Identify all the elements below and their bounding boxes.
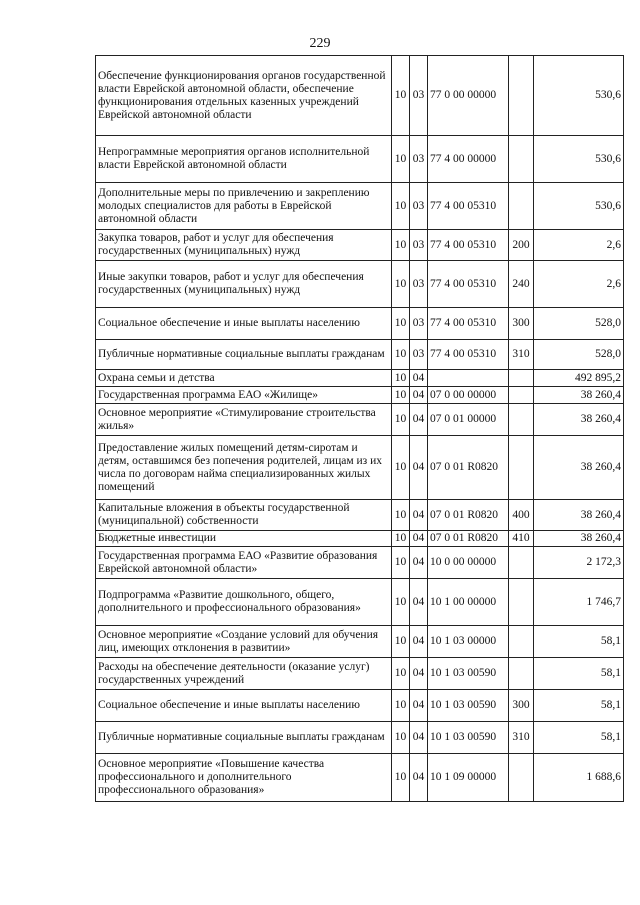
subsection-code: 03 <box>410 56 428 136</box>
table-row <box>96 722 624 754</box>
amount: 530,6 <box>534 136 624 183</box>
target-item-code: 07 0 01 00000 <box>428 404 509 436</box>
item-name: Иные закупки товаров, работ и услуг для обеспечения государственных (муниципальных) нужд <box>96 261 392 308</box>
expense-type-code <box>509 370 534 387</box>
expense-type-code: 300 <box>509 690 534 722</box>
page-number: 229 <box>309 36 331 51</box>
amount: 2,6 <box>534 261 624 308</box>
expense-type-code <box>509 579 534 626</box>
target-item-code: 77 4 00 05310 <box>428 308 509 340</box>
target-item-code: 10 1 03 00590 <box>428 658 509 690</box>
amount: 38 260,4 <box>534 436 624 500</box>
subsection-code: 03 <box>410 136 428 183</box>
subsection-code: 04 <box>410 436 428 500</box>
target-item-code: 07 0 01 R0820 <box>428 500 509 531</box>
amount: 58,1 <box>534 690 624 722</box>
section-code: 10 <box>392 754 410 802</box>
table-row <box>96 308 624 340</box>
subsection-code: 04 <box>410 547 428 579</box>
amount: 58,1 <box>534 658 624 690</box>
item-name: Подпрограмма «Развитие дошкольного, общего, дополнительного и профессионального образования» <box>96 579 392 626</box>
target-item-code <box>428 370 509 387</box>
subsection-code: 03 <box>410 261 428 308</box>
item-name: Бюджетные инвестиции <box>96 531 392 547</box>
item-name: Социальное обеспечение и иные выплаты населению <box>96 308 392 340</box>
amount: 2 172,3 <box>534 547 624 579</box>
item-name: Охрана семьи и детства <box>96 370 392 387</box>
table-row <box>96 183 624 230</box>
subsection-code: 04 <box>410 370 428 387</box>
subsection-code: 04 <box>410 500 428 531</box>
item-name: Публичные нормативные социальные выплаты гражданам <box>96 340 392 370</box>
section-code: 10 <box>392 404 410 436</box>
item-name: Обеспечение функционирования органов государственной власти Еврейской автономной области, обеспечение функционирования отдельных казенных учреждений Еврейской автономной области <box>96 56 392 136</box>
target-item-code: 77 4 00 00000 <box>428 136 509 183</box>
table-body <box>96 56 624 802</box>
target-item-code: 10 0 00 00000 <box>428 547 509 579</box>
subsection-code: 03 <box>410 230 428 261</box>
table-row <box>96 690 624 722</box>
amount: 530,6 <box>534 183 624 230</box>
item-name: Государственная программа ЕАО «Жилище» <box>96 387 392 404</box>
expense-type-code <box>509 658 534 690</box>
section-code: 10 <box>392 658 410 690</box>
amount: 530,6 <box>534 56 624 136</box>
expense-type-code <box>509 56 534 136</box>
target-item-code: 77 4 00 05310 <box>428 340 509 370</box>
subsection-code: 03 <box>410 183 428 230</box>
section-code: 10 <box>392 183 410 230</box>
subsection-code: 04 <box>410 754 428 802</box>
amount: 38 260,4 <box>534 387 624 404</box>
target-item-code: 10 1 03 00590 <box>428 690 509 722</box>
table-row <box>96 531 624 547</box>
table-row <box>96 56 624 136</box>
target-item-code: 10 1 09 00000 <box>428 754 509 802</box>
item-name: Основное мероприятие «Создание условий для обучения лиц, имеющих отклонения в развитии» <box>96 626 392 658</box>
section-code: 10 <box>392 261 410 308</box>
item-name: Непрограммные мероприятия органов исполнительной власти Еврейской автономной области <box>96 136 392 183</box>
amount: 528,0 <box>534 340 624 370</box>
section-code: 10 <box>392 690 410 722</box>
section-code: 10 <box>392 722 410 754</box>
section-code: 10 <box>392 579 410 626</box>
subsection-code: 04 <box>410 579 428 626</box>
table-row <box>96 340 624 370</box>
amount: 58,1 <box>534 626 624 658</box>
section-code: 10 <box>392 340 410 370</box>
table-row <box>96 404 624 436</box>
expense-type-code: 310 <box>509 340 534 370</box>
item-name: Капитальные вложения в объекты государственной (муниципальной) собственности <box>96 500 392 531</box>
expense-type-code <box>509 404 534 436</box>
subsection-code: 04 <box>410 387 428 404</box>
section-code: 10 <box>392 626 410 658</box>
expense-type-code: 200 <box>509 230 534 261</box>
table-row <box>96 261 624 308</box>
expense-type-code <box>509 436 534 500</box>
subsection-code: 04 <box>410 722 428 754</box>
amount: 492 895,2 <box>534 370 624 387</box>
expense-type-code <box>509 754 534 802</box>
target-item-code: 10 1 03 00590 <box>428 722 509 754</box>
item-name: Дополнительные меры по привлечению и закреплению молодых специалистов для работы в Еврейской автономной области <box>96 183 392 230</box>
amount: 38 260,4 <box>534 404 624 436</box>
amount: 38 260,4 <box>534 531 624 547</box>
table-row <box>96 436 624 500</box>
amount: 1 746,7 <box>534 579 624 626</box>
section-code: 10 <box>392 308 410 340</box>
section-code: 10 <box>392 370 410 387</box>
table-row <box>96 500 624 531</box>
amount: 58,1 <box>534 722 624 754</box>
table-row <box>96 136 624 183</box>
table-row <box>96 658 624 690</box>
table-row <box>96 370 624 387</box>
item-name: Основное мероприятие «Стимулирование строительства жилья» <box>96 404 392 436</box>
budget-table <box>95 55 624 802</box>
target-item-code: 10 1 00 00000 <box>428 579 509 626</box>
section-code: 10 <box>392 547 410 579</box>
expense-type-code: 410 <box>509 531 534 547</box>
expense-type-code <box>509 547 534 579</box>
expense-type-code: 310 <box>509 722 534 754</box>
item-name: Расходы на обеспечение деятельности (оказание услуг) государственных учреждений <box>96 658 392 690</box>
subsection-code: 04 <box>410 531 428 547</box>
expense-type-code <box>509 387 534 404</box>
section-code: 10 <box>392 436 410 500</box>
subsection-code: 03 <box>410 340 428 370</box>
subsection-code: 04 <box>410 658 428 690</box>
target-item-code: 77 4 00 05310 <box>428 261 509 308</box>
section-code: 10 <box>392 531 410 547</box>
item-name: Государственная программа ЕАО «Развитие образования Еврейской автономной области» <box>96 547 392 579</box>
table-row <box>96 547 624 579</box>
amount: 38 260,4 <box>534 500 624 531</box>
item-name: Публичные нормативные социальные выплаты гражданам <box>96 722 392 754</box>
subsection-code: 04 <box>410 690 428 722</box>
target-item-code: 10 1 03 00000 <box>428 626 509 658</box>
amount: 1 688,6 <box>534 754 624 802</box>
subsection-code: 04 <box>410 404 428 436</box>
section-code: 10 <box>392 500 410 531</box>
target-item-code: 07 0 00 00000 <box>428 387 509 404</box>
item-name: Предоставление жилых помещений детям-сиротам и детям, оставшимся без попечения родителей, лицам из их числа по договорам найма специализированных жилых помещений <box>96 436 392 500</box>
amount: 2,6 <box>534 230 624 261</box>
table-row <box>96 626 624 658</box>
subsection-code: 03 <box>410 308 428 340</box>
item-name: Социальное обеспечение и иные выплаты населению <box>96 690 392 722</box>
expense-type-code: 400 <box>509 500 534 531</box>
expense-type-code <box>509 136 534 183</box>
section-code: 10 <box>392 136 410 183</box>
target-item-code: 77 4 00 05310 <box>428 230 509 261</box>
table-row <box>96 579 624 626</box>
target-item-code: 77 4 00 05310 <box>428 183 509 230</box>
target-item-code: 07 0 01 R0820 <box>428 531 509 547</box>
target-item-code: 07 0 01 R0820 <box>428 436 509 500</box>
expense-type-code <box>509 626 534 658</box>
expense-type-code <box>509 183 534 230</box>
item-name: Основное мероприятие «Повышение качества профессионального и дополнительного профессионального образования» <box>96 754 392 802</box>
expense-type-code: 240 <box>509 261 534 308</box>
section-code: 10 <box>392 387 410 404</box>
expense-type-code: 300 <box>509 308 534 340</box>
amount: 528,0 <box>534 308 624 340</box>
subsection-code: 04 <box>410 626 428 658</box>
table-row <box>96 387 624 404</box>
item-name: Закупка товаров, работ и услуг для обеспечения государственных (муниципальных) нужд <box>96 230 392 261</box>
target-item-code: 77 0 00 00000 <box>428 56 509 136</box>
section-code: 10 <box>392 56 410 136</box>
table-row <box>96 230 624 261</box>
table-row <box>96 754 624 802</box>
section-code: 10 <box>392 230 410 261</box>
